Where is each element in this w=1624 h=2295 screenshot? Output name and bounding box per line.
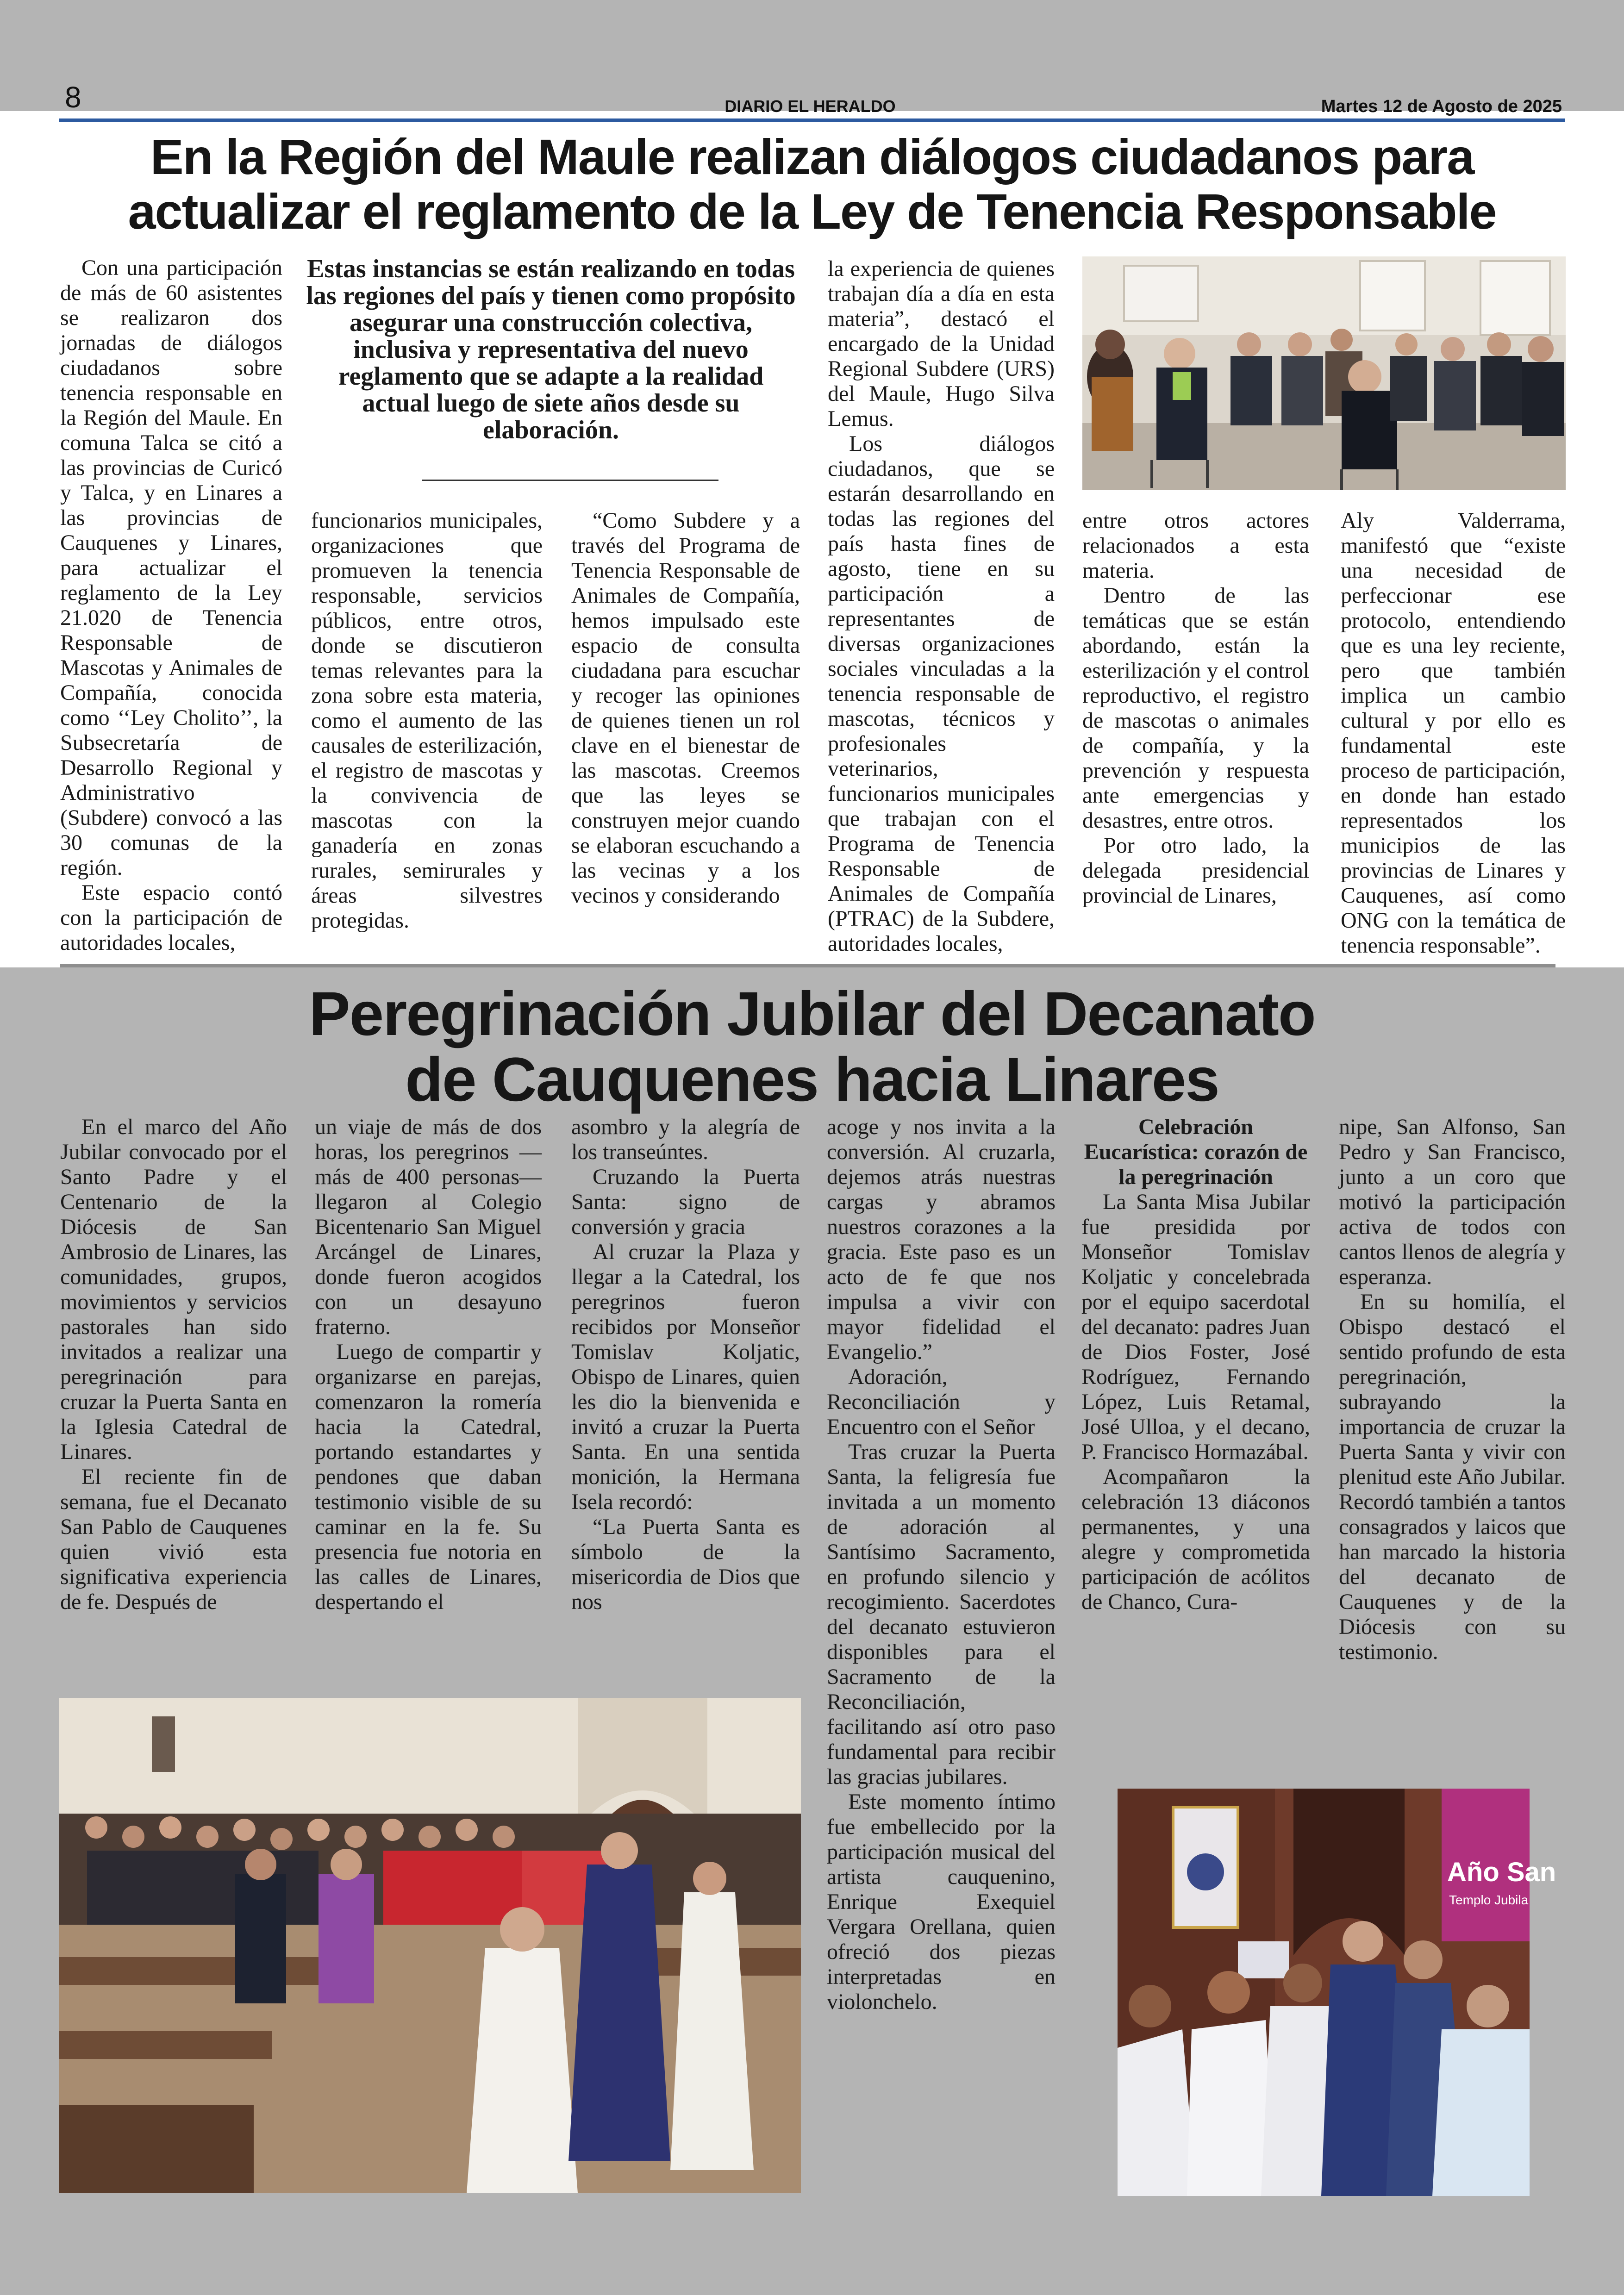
article-1-headline-line-2: actualizar el reglamento de la Ley de Tenencia Responsable (128, 183, 1496, 239)
paragraph: Acompañaron la celebración 13 diáconos permanentes, y una alegre y comprometida participación de acólitos de Chanco, Cura- (1081, 1465, 1310, 1614)
paragraph: funcionarios municipales, organizaciones que promueven la tenencia responsable, servicios públicos, entre otros, donde se discutieron temas relevantes para la zona sobre esta materia, como el aumento de las causales de esterilización, el registro de mascotas y la convivencia de mascotas con la ganadería en zonas rurales, semirurales y áreas silvestres protegidas. (311, 508, 543, 933)
paragraph: Los diálogos ciudadanos, que se estarán desarrollando en todas las regiones del país hasta fines de agosto, tiene en su participación a representantes de diversas organizaciones sociales vinculadas a la tenencia responsable de mascotas, técnicos y profesionales veterinarios, funcionarios municipales que trabajan con el Programa de Tenencia Responsable de Animales de Compañía (PTRAC) de la Subdere, autoridades locales, (828, 431, 1055, 956)
paragraph: nipe, San Alfonso, San Pedro y San Francisco, junto a un coro que motivó la participación activa de todos con cantos llenos de alegría y esperanza. (1339, 1115, 1566, 1289)
paragraph: Este espacio contó con la participación de autoridades locales, (60, 880, 282, 955)
page-number: 8 (65, 81, 81, 114)
section-rule (60, 964, 1555, 967)
paragraph: la experiencia de quienes trabajan día a día en esta materia”, destacó el encargado de la Unidad Regional Subdere (URS) del Maule, Hugo Silva Lemus. (828, 256, 1055, 431)
paragraph: El reciente fin de semana, fue el Decanato San Pablo de Cauquenes quien vivió esta significativa experiencia de fe. Después de (60, 1465, 287, 1614)
article-1-headline-line-1: En la Región del Maule realizan diálogos ciudadanos para (150, 129, 1474, 185)
paragraph: acoge y nos invita a la conversión. Al cruzarla, dejemos atrás nuestras cargas y abramos nuestros corazones a la gracia. Este paso es un acto de fe que nos impulsa a vivir con mayor fidelidad el Evangelio.” (827, 1115, 1056, 1364)
paragraph: Al cruzar la Plaza y llegar a la Catedral, los peregrinos fueron recibidos por Monseñor Tomislav Koljatic, Obispo de Linares, quien les dio la bienvenida e invitó a cruzar la Puerta Santa. En una sentida monición, la Hermana Isela recordó: (571, 1240, 800, 1514)
article-2-column-2 (315, 1115, 542, 1661)
paragraph: Luego de compartir y organizarse en parejas, comenzaron la romería hacia la Catedral, portando estandartes y pendones que daban testimonio visible de su caminar en la fe. Su presencia fue notoria en las calles de Linares, despertando el (315, 1340, 542, 1614)
article-2-subhead: Celebración Eucarística: corazón de la peregrinación (1084, 1115, 1308, 1189)
banner-text: Año San (1447, 1857, 1556, 1887)
banner-subtext: Templo Jubila (1449, 1893, 1529, 1907)
paragraph: Adoración, Reconciliación y Encuentro con el Señor (827, 1365, 1056, 1439)
article-2-headline (56, 981, 1568, 1113)
paragraph: La Santa Misa Jubilar fue presidida por Monseñor Tomislav Koljatic y concelebrada por el equipo sacerdotal del decanato: padres Juan de Dios Foster, José Rodríguez, Fernando López, Luis Retamal, José Ulloa, y el decano, P. Francisco Hormazábal. (1081, 1190, 1310, 1464)
paragraph: “Como Subdere y a través del Programa de Tenencia Responsable de Animales de Compañía, hemos impulsado este espacio de consulta ciudadana para escuchar y recoger las opiniones de quienes tienen un rol clave en el bienestar de las mascotas. Creemos que las leyes se construyen mejor cuando se elaboran escuchando a las vecinas y a los vecinos y considerando (571, 508, 800, 908)
paragraph: un viaje de más de dos horas, los peregrinos —más de 400 personas— llegaron al Colegio Bicentenario San Miguel Arcángel de Linares, donde fueron acogidos con un desayuno fraterno. (315, 1115, 542, 1339)
paragraph: Aly Valderrama, manifestó que “existe una necesidad de perfeccionar ese protocolo, entendiendo que es una ley reciente, pero que también implica un cambio cultural y por ello es fundamental este proceso de participación, en donde han estado representados los municipios de las provincias de Linares y Cauquenes, así como ONG con la temática de tenencia responsable”. (1341, 508, 1566, 958)
paragraph: entre otros actores relacionados a esta materia. (1082, 508, 1309, 583)
pullquote-rule (422, 480, 718, 481)
top-band (0, 0, 1624, 114)
paragraph: asombro y la alegría de los transeúntes. (571, 1115, 800, 1164)
paragraph: En el marco del Año Jubilar convocado por el Santo Padre y el Centenario de la Diócesis de San Ambrosio de Linares, las comunidades, grupos, movimientos y servicios pastorales han sido invitados a realizar una peregrinación para cruzar la Puerta Santa en la Iglesia Catedral de Linares. (60, 1115, 287, 1464)
article-1-column-6 (1341, 508, 1566, 958)
article-2-headline-line-1: Peregrinación Jubilar del Decanato (309, 979, 1315, 1048)
article-2-column-3 (571, 1115, 800, 1661)
paragraph: Tras cruzar la Puerta Santa, la feligresía fue invitada a un momento de adoración al Santísimo Sacramento, en profundo silencio y recogimiento. Sacerdotes del decanato estuvieron disponibles para el Sacramento de la Reconciliación, facilitando así otro paso fundamental para recibir las gracias jubilares. (827, 1440, 1056, 1789)
paragraph: “La Puerta Santa es símbolo de la misericordia de Dios que nos (571, 1515, 800, 1614)
paragraph: Con una participación de más de 60 asistentes se realizaron dos jornadas de diálogos ciudadanos sobre tenencia responsable en la Región del Maule. En comuna Talca se citó a las provincias de Curicó y Talca, y en Linares a las provincias de Cauquenes y Linares, para actualizar el reglamento de la Ley 21.020 de Tenencia Responsable de Mascotas y Animales de Compañía, conocida como ‘‘Ley Cholito’’, la Subsecretaría de Desarrollo Regional y Administrativo (Subdere) convocó a las 30 comunas de la región. (60, 256, 282, 880)
article-1-column-2 (311, 508, 543, 948)
paragraph: Dentro de las temáticas que se están abordando, están la esterilización y el control reproductivo, el registro de mascotas o animales de compañía, y la prevención y respuesta ante emergencias y desastres, entre otros. (1082, 583, 1309, 833)
article-2-column-6 (1339, 1115, 1566, 1772)
article-1-headline (56, 130, 1568, 239)
article-1-column-5 (1082, 508, 1309, 953)
cathedral-interior-photo (59, 1698, 801, 2193)
paragraph: En su homilía, el Obispo destacó el sentido profundo de esta peregrinación, subrayando la importancia de cruzar la Puerta Santa y vivir con plenitud este Año Jubilar. Recordó también a tantos consagrados y laicos que han marcado la historia del decanato de Cauquenes y de la Diócesis con su testimonio. (1339, 1290, 1566, 1664)
newspaper-name: DIARIO EL HERALDO (725, 97, 896, 116)
article-2-headline-line-2: de Cauquenes hacia Linares (405, 1045, 1219, 1114)
procession-photo (1118, 1789, 1556, 2196)
paragraph: Por otro lado, la delegada presidencial provincial de Linares, (1082, 833, 1309, 908)
cathedral-interior-icon (59, 1698, 801, 2193)
article-1-column-1 (60, 256, 282, 955)
issue-date: Martes 12 de Agosto de 2025 (1321, 97, 1562, 116)
paragraph: Este momento íntimo fue embellecido por la participación musical del artista cauquenino, Enrique Exequiel Vergara Orellana, quien ofreció dos piezas interpretadas en violonchelo. (827, 1790, 1056, 2014)
article-2-column-1 (60, 1115, 287, 1661)
meeting-photo (1082, 256, 1566, 490)
article-1-column-3 (571, 508, 800, 948)
article-2-column-5 (1081, 1115, 1310, 1772)
meeting-photo-icon (1082, 256, 1566, 490)
article-2-column-4 (827, 1115, 1056, 2207)
article-1-column-4 (828, 256, 1055, 956)
procession-icon (1118, 1789, 1556, 2196)
paragraph: Cruzando la Puerta Santa: signo de conversión y gracia (571, 1165, 800, 1239)
header-rule (59, 118, 1565, 122)
article-1-pullquote: Estas instancias se están realizando en todas las regiones del país y tienen como propósito asegurar una construcción colectiva, inclusiva y representativa del nuevo reglamento que se adapte a la realidad actual luego de siete años desde su elaboración. (306, 255, 796, 444)
